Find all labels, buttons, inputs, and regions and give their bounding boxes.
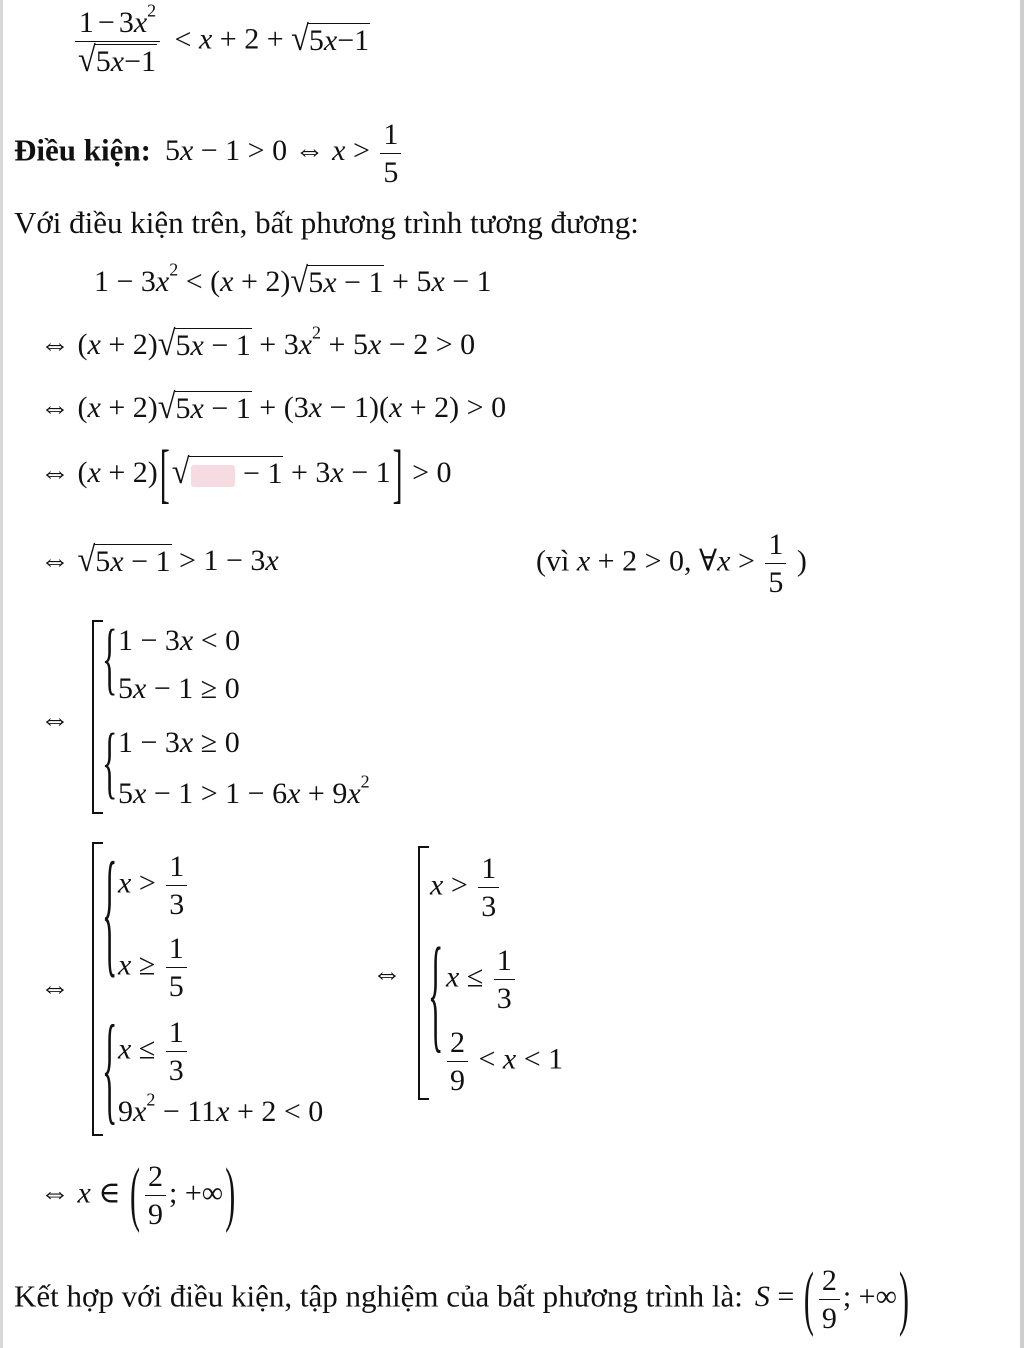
step-5: ⇔ √ 5x − 1 > 1 − 3x	[40, 540, 279, 580]
system1-line-3: 1 − 3x ≥ 0	[118, 726, 240, 759]
equiv-sign: ⇔	[40, 971, 70, 1004]
step-1: $1 - 3x^2 < (x + 2)$ √ 5x − 1 + 5x − 1	[94, 259, 492, 301]
step-2: ⇔ (x + 2) √ 5x − 1 + $3x^2 + 5x - 2 > 0$	[40, 322, 476, 364]
system1-line-4: $5x - 1 > 1 - 6x + 9x^2$	[118, 771, 370, 810]
brace: {	[428, 922, 444, 1064]
system1-line-2: 5x − 1 ≥ 0	[118, 672, 240, 705]
left-border	[0, 0, 3, 1348]
solution-set: S = ( $\frac{2}{9}$ ; +∞)	[754, 1258, 909, 1338]
system2-right-line-3: $\frac{2}{9}$ < x < 1	[444, 1026, 563, 1097]
system2-left-line-2: x ≥ $\frac{1}{5}$	[118, 932, 190, 1003]
reason-note: (vì x + 2 > 0, ∀x > $\frac{1}{5}$ )	[536, 528, 807, 599]
brace: {	[102, 613, 118, 702]
condition-line: Điều kiện: 5x − 1 > 0 ⇔ x > $\frac{1}{5}$	[14, 118, 404, 189]
interval-result: ⇔ x ∈ ( $\frac{2}{9}$ ; +∞)	[40, 1154, 236, 1234]
brace: {	[102, 833, 118, 990]
right-border	[1020, 0, 1024, 1348]
conclusion-text: Kết hợp với điều kiện, tập nghiệm của bất phương trình là:	[14, 1278, 743, 1314]
system2-left-line-4: $9x^2 - 11x + 2 < 0$	[118, 1089, 324, 1128]
system2-left-line-3: x ≤ $\frac{1}{3}$	[118, 1016, 190, 1087]
brace: {	[102, 717, 118, 806]
equiv-sign: ⇔	[372, 957, 402, 990]
problem-inequality: $1 - 3x^2$ √ 5x−1 < x + 2 + √ 5x−1	[72, 6, 370, 78]
system2-left-line-1: x > $\frac{1}{3}$	[118, 850, 190, 921]
condition-label: Điều kiện:	[14, 132, 151, 168]
system2-right-line-2: x ≤ $\frac{1}{3}$	[446, 944, 518, 1015]
smudge	[191, 465, 235, 487]
step-3: ⇔ (x + 2) √ 5x − 1 + (3x − 1)(x + 2) > 0	[40, 387, 507, 427]
equiv-sign: ⇔	[40, 703, 70, 736]
conclusion-line	[14, 1258, 911, 1338]
step-4: ⇔ (x + 2)[ √ − 1 + 3x − 1] > 0	[40, 437, 452, 511]
brace: {	[102, 1000, 118, 1136]
system1-line-1: 1 − 3x < 0	[118, 624, 241, 657]
system2-right-line-1: x > $\frac{1}{3}$	[430, 852, 502, 923]
intro-text: Với điều kiện trên, bất phương trình tương đương:	[14, 205, 639, 240]
